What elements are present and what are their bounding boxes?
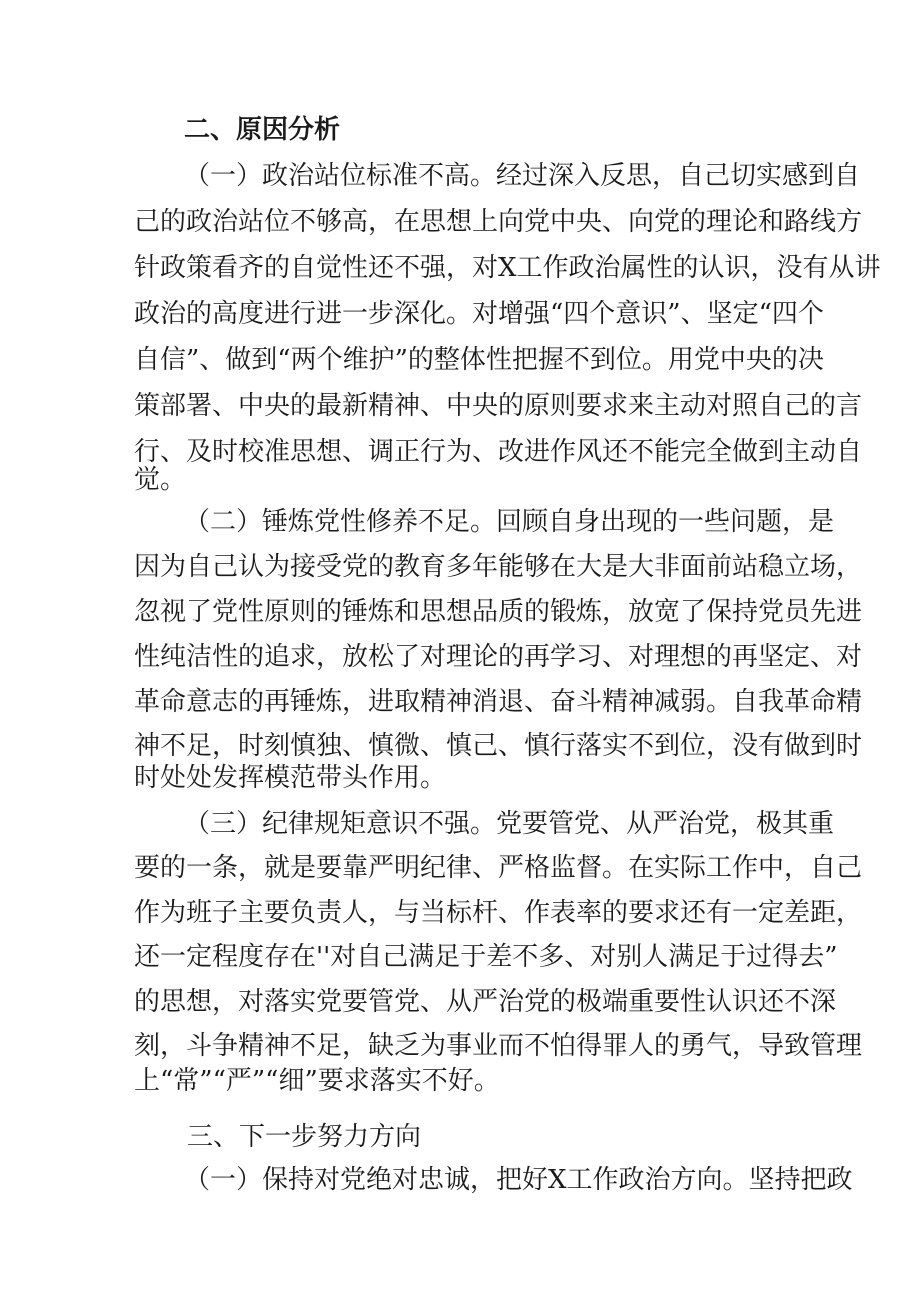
paragraph-line: 针政策看齐的自觉性还不强，对X工作政治属性的认识，没有从讲 [134, 253, 881, 283]
paragraph-line: 的思想，对落实党要管党、从严治党的极端重要性认识还不深 [134, 987, 837, 1017]
paragraph-line: 忽视了党性原则的锤炼和思想品质的锻炼，放宽了保持党员先进 [134, 597, 863, 627]
paragraph-line: 性纯洁性的追求，放松了对理论的再学习、对理想的再坚定、对 [134, 642, 863, 672]
paragraph-line: （三）纪律规矩意识不强。党要管党、从严治党，极其重 [184, 809, 835, 839]
paragraph-line: （一）政治站位标准不高。经过深入反思，自己切实感到自 [184, 161, 861, 191]
paragraph-line: 己的政治站位不够高，在思想上向党中央、向党的理论和路线方 [134, 207, 863, 237]
paragraph-line: 行、及时校准思想、调正行为、改进作风还不能完全做到主动自 [134, 437, 863, 467]
paragraph-line: 作为班子主要负责人，与当标杆、作表率的要求还有一定差距， [134, 898, 863, 928]
paragraph-line: 政治的高度进行进一步深化。对增强“四个意识”、坚定“四个 [134, 299, 824, 329]
paragraph-line: 觉。 [134, 465, 187, 495]
paragraph-line: （一）保持对党绝对忠诚，把好X工作政治方向。坚持把政 [184, 1165, 853, 1195]
paragraph-line: 刻，斗争精神不足，缺乏为事业而不怕得罪人的勇气，导致管理 [134, 1031, 863, 1061]
paragraph-line: 时处处发挥模范带头作用。 [134, 763, 447, 793]
paragraph-line: 革命意志的再锤炼，进取精神消退、奋斗精神减弱。自我革命精 [134, 687, 863, 717]
paragraph-line: 策部署、中央的最新精神、中央的原则要求来主动对照自己的言 [134, 391, 863, 421]
paragraph-line: 因为自己认为接受党的教育多年能够在大是大非面前站稳立场， [134, 552, 863, 582]
paragraph-line: （二）锤炼党性修养不足。回顾自身出现的一些问题，是 [184, 507, 835, 537]
paragraph-line: 上“常”“严”“细”要求落实不好。 [134, 1066, 500, 1096]
paragraph-line: 要的一条，就是要靠严明纪律、严格监督。在实际工作中，自己 [134, 853, 863, 883]
paragraph-line: 神不足，时刻慎独、慎微、慎己、慎行落实不到位，没有做到时 [134, 731, 863, 761]
section-heading-cause-analysis: 二、原因分析 [184, 115, 341, 145]
section-heading-next-steps: 三、下一步努力方向 [187, 1122, 422, 1152]
paragraph-line: 还一定程度存在''对自己满足于差不多、对别人满足于过得去” [134, 942, 838, 972]
paragraph-line: 自信”、做到“两个维护”的整体性把握不到位。用党中央的决 [134, 345, 824, 375]
